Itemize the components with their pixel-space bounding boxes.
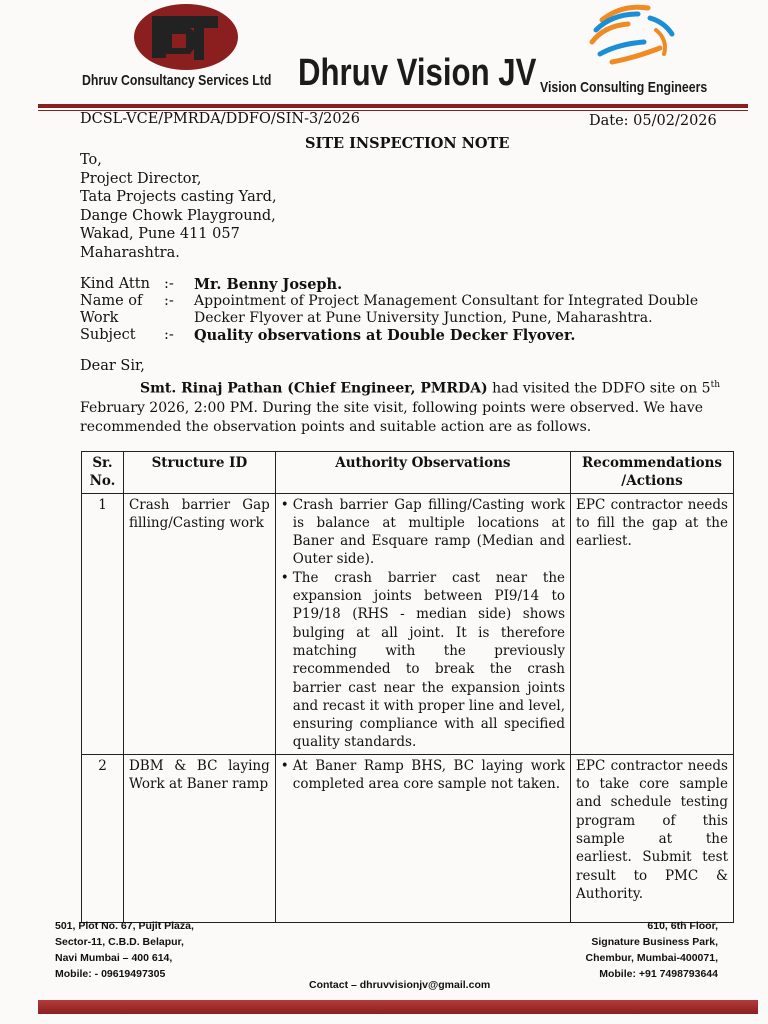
header-divider bbox=[38, 104, 748, 108]
kind-attn-value: Mr. Benny Joseph. bbox=[194, 276, 343, 293]
separator: :- bbox=[164, 293, 174, 309]
address-block bbox=[80, 151, 277, 262]
row-recommendation: EPC contractor needs to take core sample and schedule testing program of this sample at the earliest. Submit test result to PMC & Authority. bbox=[571, 754, 734, 922]
intro-paragraph bbox=[80, 376, 728, 437]
observation-bullet bbox=[281, 569, 565, 752]
address-line: Maharashtra. bbox=[80, 244, 180, 261]
bullet-icon: • bbox=[280, 757, 289, 774]
letter-date: Date: 05/02/2026 bbox=[589, 113, 717, 129]
separator: :- bbox=[164, 276, 174, 292]
address-line: Tata Projects casting Yard, bbox=[80, 189, 277, 205]
footer-address-right bbox=[586, 918, 718, 982]
chief-engineer-name: Smt. Rinaj Pathan (Chief Engineer, PMRDA) bbox=[140, 380, 488, 397]
footer-line: Navi Mumbai – 400 614, bbox=[55, 952, 173, 964]
row-structure-id: DBM & BC laying Work at Baner ramp bbox=[123, 754, 275, 922]
table-row bbox=[82, 754, 734, 922]
document-title: SITE INSPECTION NOTE bbox=[305, 135, 510, 152]
work-value: Appointment of Project Management Consultant for Integrated Double bbox=[194, 293, 699, 309]
column-header-recommendations: Recommendations /Actions bbox=[571, 452, 734, 494]
footer-line: Mobile: +91 7498793644 bbox=[599, 968, 718, 980]
table-row bbox=[82, 493, 734, 754]
footer-contact: Contact – dhruvvisionjv@gmail.com bbox=[309, 979, 491, 991]
observation-text: Crash barrier Gap filling/Casting work is balance at multiple locations at Baner and Esquare ramp (Median and Outer side). bbox=[292, 496, 566, 568]
bullet-icon: • bbox=[280, 569, 289, 586]
intro-line-3: recommended the observation points and suitable action are as follows. bbox=[80, 418, 592, 435]
observation-table bbox=[81, 451, 734, 923]
address-line: Wakad, Pune 411 057 bbox=[80, 226, 240, 242]
kind-attn-label: Kind Attn bbox=[80, 276, 150, 292]
intro-line-1 bbox=[80, 376, 728, 399]
intro-text: had visited the DDFO site on 5 bbox=[487, 380, 711, 397]
observation-bullet bbox=[281, 496, 565, 569]
footer-line: 501, Plot No. 67, Pujit Plaza, bbox=[55, 920, 194, 932]
vision-logo-right bbox=[582, 0, 688, 68]
observation-text: The crash barrier cast near the expansion joints between PI9/14 to P19/18 (RHS - median side) shows bulging at all joint. It is therefore matching with the previously recommended to break the crash barrier cast near the expansion joints and recast it with proper line and level, ensuring compliance with all specified quality standards. bbox=[292, 569, 566, 751]
column-header-structure-id: Structure ID bbox=[123, 452, 275, 494]
bullet-icon: • bbox=[280, 496, 289, 513]
row-sr-no: 2 bbox=[82, 754, 124, 922]
company-logo-left bbox=[132, 2, 240, 72]
address-line: Dange Chowk Playground, bbox=[80, 207, 276, 224]
company-right-name: Vision Consulting Engineers bbox=[540, 79, 708, 96]
company-center-name: Dhruv Vision JV bbox=[298, 52, 537, 94]
observation-bullet bbox=[281, 757, 565, 794]
row-observations bbox=[275, 754, 570, 922]
separator: :- bbox=[164, 327, 174, 343]
footer-line: Chembur, Mumbai-400071, bbox=[585, 952, 718, 964]
intro-line-2: February 2026, 2:00 PM. During the site visit, following points were observed. We have bbox=[80, 399, 704, 416]
address-line: Project Director, bbox=[80, 170, 202, 187]
work-label: Name of bbox=[80, 293, 143, 309]
footer-line: 610, 6th Floor, bbox=[647, 920, 718, 932]
footer-divider bbox=[38, 1000, 758, 1014]
subject-value: Quality observations at Double Decker Flyover. bbox=[194, 327, 576, 344]
date-suffix: th bbox=[710, 380, 721, 390]
row-observations bbox=[275, 493, 570, 754]
address-to: To, bbox=[80, 152, 102, 168]
row-structure-id: Crash barrier Gap filling/Casting work bbox=[123, 493, 275, 754]
footer-line: Signature Business Park, bbox=[591, 936, 718, 948]
row-sr-no: 1 bbox=[82, 493, 124, 754]
reference-number: DCSL-VCE/PMRDA/DDFO/SIN-3/2026 bbox=[80, 111, 361, 127]
column-header-observations: Authority Observations bbox=[275, 452, 570, 494]
work-value-2: Decker Flyover at Pune University Junction, Pune, Maharashtra. bbox=[194, 310, 653, 326]
work-label-2: Work bbox=[80, 310, 119, 326]
footer-address-left bbox=[55, 918, 194, 982]
footer-line: Sector-11, C.B.D. Belapur, bbox=[55, 936, 184, 948]
observation-text: At Baner Ramp BHS, BC laying work completed area core sample not taken. bbox=[292, 757, 566, 793]
column-header-sr-no: Sr. No. bbox=[82, 452, 124, 494]
row-recommendation: EPC contractor needs to fill the gap at the earliest. bbox=[571, 493, 734, 754]
company-left-name: Dhruv Consultancy Services Ltd bbox=[82, 72, 272, 89]
table-header-row bbox=[82, 452, 734, 494]
subject-label: Subject bbox=[80, 327, 136, 343]
footer-line: Mobile: - 09619497305 bbox=[55, 968, 166, 980]
salutation: Dear Sir, bbox=[80, 358, 145, 374]
